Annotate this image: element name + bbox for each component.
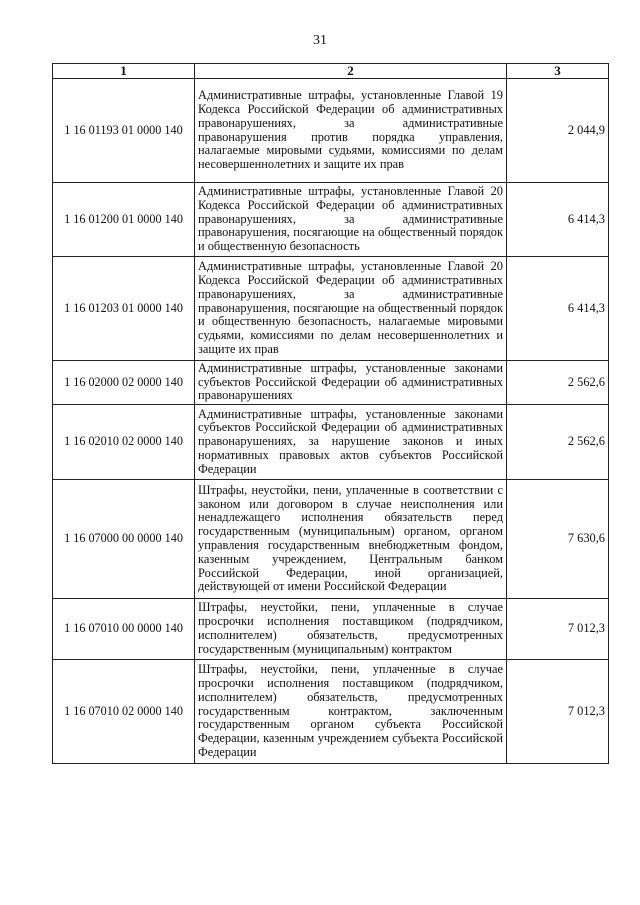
column-header-description: 2 <box>195 64 507 79</box>
revenue-code: 1 16 01200 01 0000 140 <box>53 183 195 257</box>
revenue-amount: 2 044,9 <box>507 79 609 183</box>
revenue-description: Административные штрафы, установленные Главой 20 Кодекса Российской Федерации об административных правонарушениях, за административные правонарушения, посягающие на общественный порядок и общественную безопасность, налагаемые мировыми судьями, комиссиями по делам несовершеннолетних и защите их прав <box>195 257 507 361</box>
revenue-description: Штрафы, неустойки, пени, уплаченные в случае просрочки исполнения поставщиком (подрядчиком, исполнителем) обязательств, предусмотренных государственным контрактом, заключенным государственным органом субъекта Российской Федерации, казенным учреждением субъекта Российской Федерации <box>195 660 507 764</box>
revenue-code: 1 16 07010 02 0000 140 <box>53 660 195 764</box>
revenue-code: 1 16 02010 02 0000 140 <box>53 405 195 480</box>
revenue-description: Административные штрафы, установленные Главой 20 Кодекса Российской Федерации об административных правонарушениях, за административные правонарушения, посягающие на общественный порядок и общественную безопасность <box>195 183 507 257</box>
revenue-amount: 2 562,6 <box>507 361 609 405</box>
revenue-code: 1 16 02000 02 0000 140 <box>53 361 195 405</box>
revenue-code: 1 16 01193 01 0000 140 <box>53 79 195 183</box>
revenue-code: 1 16 01203 01 0000 140 <box>53 257 195 361</box>
table-row <box>53 480 609 599</box>
revenue-amount: 7 012,3 <box>507 660 609 764</box>
revenue-description: Штрафы, неустойки, пени, уплаченные в случае просрочки исполнения поставщиком (подрядчиком, исполнителем) обязательств, предусмотренных государственным (муниципальным) контрактом <box>195 599 507 660</box>
table-row <box>53 79 609 183</box>
table-row <box>53 660 609 764</box>
revenue-amount: 7 012,3 <box>507 599 609 660</box>
revenue-amount: 7 630,6 <box>507 480 609 599</box>
revenue-description: Штрафы, неустойки, пени, уплаченные в соответствии с законом или договором в случае неисполнения или ненадлежащего исполнения обязательств перед государственным (муниципальным) органом, органом управления государственным внебюджетным фондом, казенным учреждением, Центральным банком Российской Федерации, иной организацией, действующей от имени Российской Федерации <box>195 480 507 599</box>
table-row <box>53 599 609 660</box>
revenue-description: Административные штрафы, установленные Главой 19 Кодекса Российской Федерации об административных правонарушениях, за административные правонарушения против порядка управления, налагаемые мировыми судьями, комиссиями по делам несовершеннолетних и защите их прав <box>195 79 507 183</box>
table-row <box>53 361 609 405</box>
table-row <box>53 257 609 361</box>
table-row <box>53 183 609 257</box>
revenue-description: Административные штрафы, установленные законами субъектов Российской Федерации об административных правонарушениях, за нарушение законов и иных нормативных правовых актов субъектов Российской Федерации <box>195 405 507 480</box>
revenue-amount: 2 562,6 <box>507 405 609 480</box>
table-header-row <box>53 64 609 79</box>
table-row <box>53 405 609 480</box>
revenue-amount: 6 414,3 <box>507 257 609 361</box>
column-header-code: 1 <box>53 64 195 79</box>
revenue-code: 1 16 07000 00 0000 140 <box>53 480 195 599</box>
budget-revenue-table <box>52 63 609 764</box>
revenue-code: 1 16 07010 00 0000 140 <box>53 599 195 660</box>
revenue-amount: 6 414,3 <box>507 183 609 257</box>
revenue-description: Административные штрафы, установленные законами субъектов Российской Федерации об административных правонарушениях <box>195 361 507 405</box>
page-number: 31 <box>313 33 327 48</box>
column-header-amount: 3 <box>507 64 609 79</box>
